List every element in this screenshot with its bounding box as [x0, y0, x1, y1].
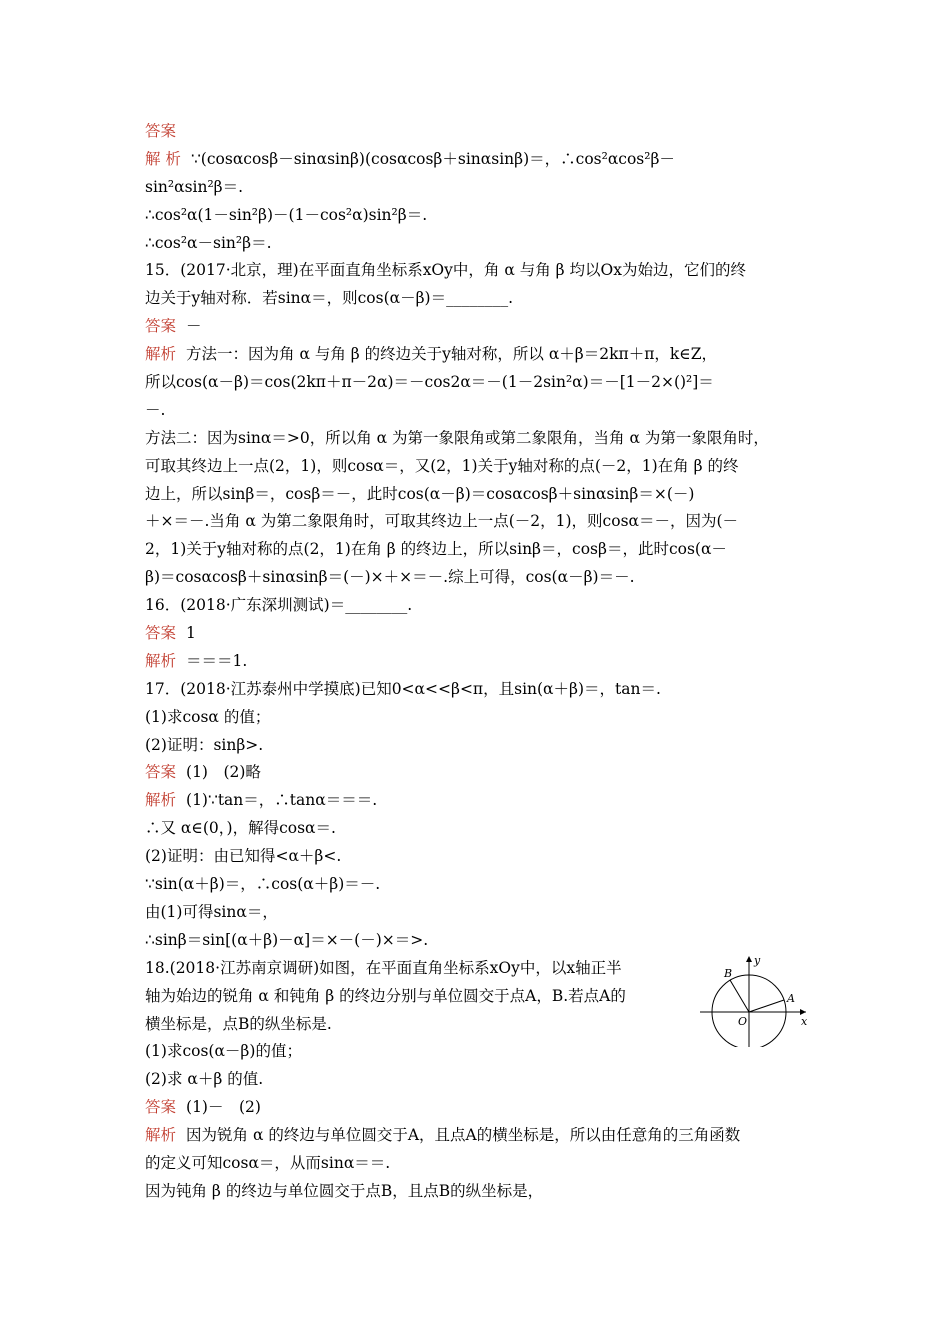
- text-line: [145, 257, 825, 285]
- text-line: [145, 425, 825, 453]
- text-line: [145, 1094, 825, 1122]
- y-axis-label: y: [754, 954, 761, 967]
- line-text: 16．(2018·广东深圳测试)＝________.: [145, 596, 413, 615]
- text-line: [145, 759, 825, 787]
- analysis-label: 解析: [145, 345, 177, 364]
- answer-label: 答案: [145, 624, 177, 643]
- text-line: [145, 1150, 825, 1178]
- answer-label: 答案: [145, 122, 177, 140]
- text-line: [145, 202, 825, 230]
- text-line: [145, 620, 825, 648]
- text-line: [145, 927, 825, 955]
- line-text: 边关于y轴对称．若sinα＝，则cos(α－β)＝________.: [145, 289, 514, 308]
- line-text: 可取其终边上一点(2，1)，则cosα＝，又(2，1)关于y轴对称的点(－2，1)在角 β 的终: [145, 456, 739, 475]
- text-line: [145, 564, 825, 592]
- line-text: (1)－ (2): [186, 1098, 261, 1117]
- line-text: 因为钝角 β 的终边与单位圆交于点B，且点B的纵坐标是，: [145, 1181, 544, 1200]
- text-line: [145, 397, 825, 425]
- text-line: [145, 230, 825, 258]
- line-text: (1)求cos(α－β)的值；: [145, 1042, 302, 1061]
- text-line: [145, 508, 825, 536]
- line-text: 1: [186, 624, 196, 643]
- analysis-label: 解 析: [145, 149, 181, 168]
- line-text: ∵sin(α＋β)＝，∴cos(α＋β)＝－.: [145, 875, 381, 894]
- line-text: 所以cos(α－β)＝cos(2kπ＋π－2α)＝－cos2α＝－(1－2sin²α)＝－[1－2×()²]＝: [145, 373, 714, 392]
- line-text: ∴cos²α(1－sin²β)－(1－cos²α)sin²β＝.: [145, 205, 428, 224]
- line-text: ∴又 α∈(0，)，解得cosα＝.: [145, 819, 336, 838]
- answer-label: 答案: [145, 317, 177, 336]
- text-line: [145, 1122, 825, 1150]
- line-text: 17．(2018·江苏泰州中学摸底)已知0<α<<β<π，且sin(α＋β)＝，tan＝.: [145, 679, 661, 698]
- terminal-side-alpha: [749, 1000, 784, 1012]
- line-text: 边上，所以sinβ＝，cosβ＝－，此时cos(α－β)＝cosαcosβ＋sinαsinβ＝×(－): [145, 484, 695, 503]
- line-text: (2)证明：sinβ>.: [145, 735, 264, 754]
- line-text: 18.(2018·江苏南京调研)如图，在平面直角坐标系xOy中，以x轴正半: [145, 958, 622, 977]
- text-line: [145, 536, 825, 564]
- line-text: ＝＝＝1.: [186, 651, 248, 670]
- text-line: [145, 676, 825, 704]
- line-text: (2)求 α＋β 的值.: [145, 1070, 264, 1089]
- text-line: [145, 1066, 825, 1094]
- text-line: [145, 899, 825, 927]
- line-text: ∴cos²α－sin²β＝.: [145, 233, 272, 252]
- text-line: [145, 453, 825, 481]
- analysis-label: 解析: [145, 1126, 177, 1145]
- answer-label: 答案: [145, 763, 177, 782]
- line-text: ＋×＝－.当角 α 为第二象限角时，可取其终边上一点(－2，1)，则cosα＝－，因为(－: [145, 512, 739, 531]
- text-line: [145, 146, 825, 174]
- answer-label: 答案: [145, 1098, 177, 1117]
- line-text: 2，1)关于y轴对称的点(2，1)在角 β 的终边上，所以sinβ＝，cosβ＝，此时cos(α－: [145, 540, 727, 559]
- line-text: －: [186, 317, 202, 336]
- line-text: (2)证明：由已知得<α＋β<.: [145, 847, 342, 866]
- text-line: [145, 313, 825, 341]
- line-text: (1) (2)略: [186, 763, 261, 782]
- text-line: [145, 843, 825, 871]
- line-text: β)＝cosαcosβ＋sinαsinβ＝(－)×＋×＝－.综上可得，cos(α－β)＝－.: [145, 568, 635, 587]
- text-line: [145, 704, 825, 732]
- point-a-label: A: [787, 992, 795, 1005]
- analysis-label: 解析: [145, 651, 177, 670]
- text-line: [145, 1178, 825, 1206]
- line-text: 轴为始边的锐角 α 和钝角 β 的终边分别与单位圆交于点A，B.若点A的: [145, 986, 626, 1005]
- text-line: [145, 871, 825, 899]
- analysis-label: 解析: [145, 791, 177, 810]
- text-line: [145, 787, 825, 815]
- text-line: [145, 648, 825, 676]
- x-axis-label: x: [801, 1015, 808, 1028]
- text-line: [145, 481, 825, 509]
- origin-label: O: [738, 1015, 748, 1028]
- line-text: 方法一：因为角 α 与角 β 的终边关于y轴对称，所以 α＋β＝2kπ＋π，k∈Z，: [186, 345, 718, 364]
- line-text: 15．(2017·北京，理)在平面直角坐标系xOy中，角 α 与角 β 均以Ox为始边，它们的终: [145, 261, 746, 280]
- line-text: ∴sinβ＝sin[(α＋β)－α]＝×－(－)×＝>.: [145, 930, 429, 949]
- line-text: 横坐标是，点B的纵坐标是.: [145, 1014, 332, 1033]
- text-line: [145, 118, 825, 146]
- unit-circle-figure: [700, 953, 812, 1047]
- text-line: [145, 341, 825, 369]
- text-line: [145, 732, 825, 760]
- line-text: sin²αsin²β＝.: [145, 177, 244, 196]
- line-text: ∵(cosαcosβ－sinαsinβ)(cosαcosβ＋sinαsinβ)＝，∴cos²αcos²β－: [190, 149, 675, 168]
- line-text: 由(1)可得sinα＝，: [145, 902, 278, 921]
- line-text: －.: [145, 400, 166, 419]
- line-text: (1)∵tan＝，∴tanα＝＝＝.: [186, 791, 378, 810]
- line-text: 的定义可知cosα＝，从而sinα＝＝.: [145, 1153, 391, 1172]
- text-line: [145, 285, 825, 313]
- line-text: 因为锐角 α 的终边与单位圆交于A，且点A的横坐标是，所以由任意角的三角函数: [186, 1126, 741, 1145]
- point-b-label: B: [724, 967, 733, 980]
- line-text: 方法二：因为sinα＝>0，所以角 α 为第一象限角或第二象限角，当角 α 为第一象限角时，: [145, 428, 769, 447]
- line-text: (1)求cosα 的值；: [145, 707, 271, 726]
- text-line: [145, 369, 825, 397]
- terminal-side-beta: [730, 980, 749, 1012]
- text-line: [145, 815, 825, 843]
- text-line: [145, 592, 825, 620]
- text-line: [145, 174, 825, 202]
